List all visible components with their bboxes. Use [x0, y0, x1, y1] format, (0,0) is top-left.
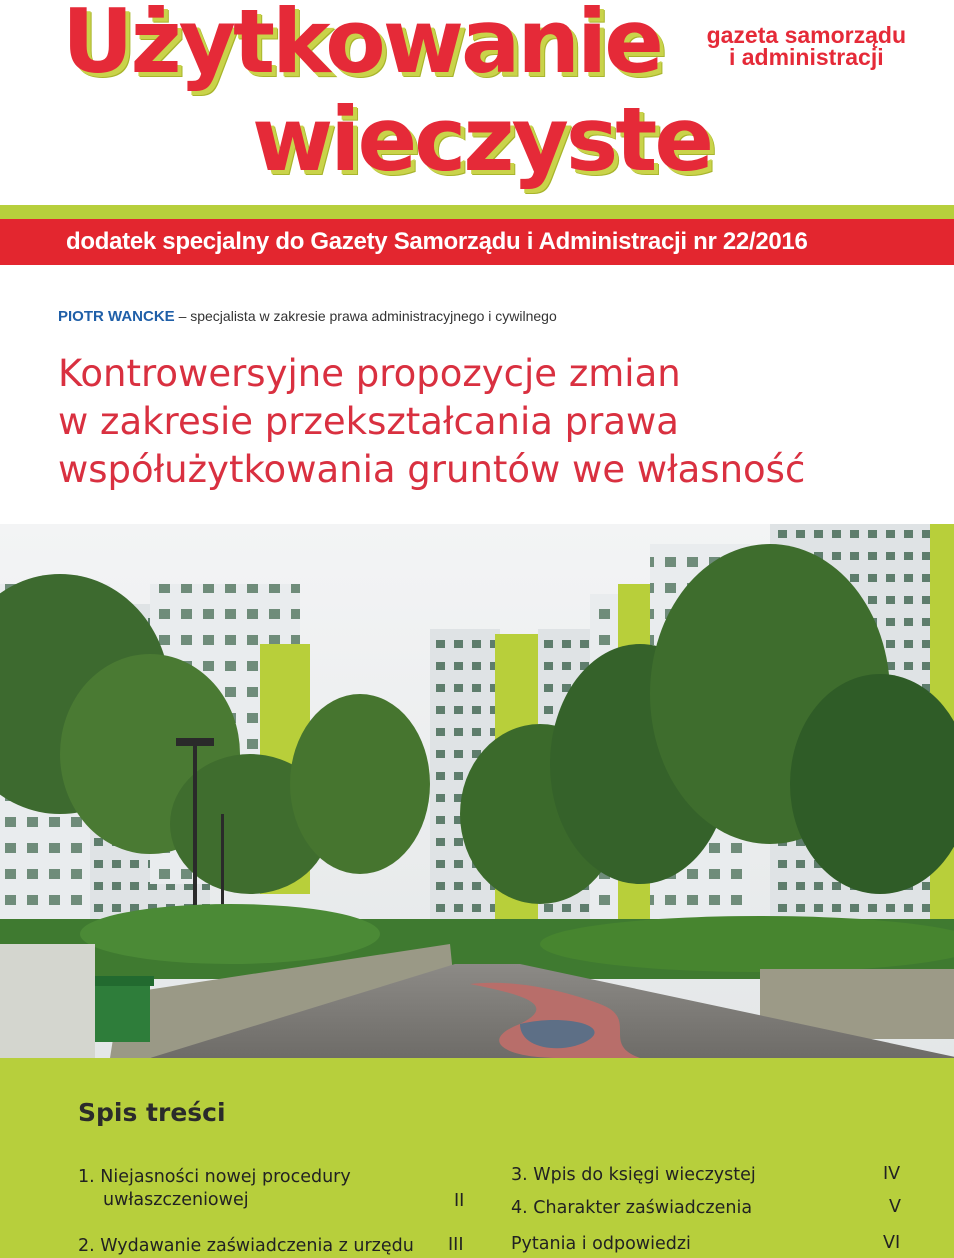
toc-item-label: Charakter zaświadczenia [533, 1198, 753, 1218]
toc-item-page: VI [883, 1233, 901, 1253]
toc-item-4[interactable] [511, 1197, 752, 1220]
toc-item-page: III [448, 1235, 464, 1255]
toc-item-3[interactable] [511, 1164, 756, 1187]
toc-heading: Spis treści [78, 1098, 226, 1127]
toc-item-number: 3. [511, 1165, 528, 1185]
toc-item-page: IV [883, 1164, 901, 1184]
toc-item-label: Pytania i odpowiedzi [511, 1234, 691, 1254]
toc-item-page: II [454, 1191, 465, 1211]
article-title-line3: współużytkowania gruntów we własność [58, 448, 806, 491]
toc-item-1[interactable] [78, 1166, 351, 1212]
housing-estate-photo [0, 524, 954, 1058]
masthead-title-line1: Użytkowanie [62, 0, 661, 93]
byline [58, 308, 557, 325]
toc-item-5[interactable] [511, 1233, 691, 1256]
article-title-line2: w zakresie przekształcania prawa [58, 400, 679, 443]
toc-item-page: V [889, 1197, 901, 1217]
toc-item-label: Wpis do księgi wieczystej [533, 1165, 756, 1185]
brand-line1: gazeta samorządu [706, 22, 906, 48]
supplement-banner-text: dodatek specjalny do Gazety Samorządu i Administracji nr 22/2016 [66, 228, 808, 255]
green-divider [0, 205, 954, 219]
brand-line2: i administracji [728, 44, 884, 70]
supplement-banner [0, 219, 954, 265]
article-title-line1: Kontrowersyjne propozycje zmian [58, 352, 681, 395]
publication-brand [707, 24, 906, 68]
masthead-title-line2: wieczyste [252, 88, 712, 191]
article-title [58, 350, 938, 494]
table-of-contents [0, 1058, 954, 1258]
toc-item-number: 1. [78, 1167, 95, 1187]
toc-item-2[interactable] [78, 1235, 414, 1258]
toc-item-label: Wydawanie zaświadczenia z urzędu [100, 1236, 414, 1256]
toc-item-label-continued: uwłaszczeniowej [103, 1190, 249, 1210]
toc-item-label: Niejasności nowej procedury [100, 1167, 351, 1187]
author-name: PIOTR WANCKE [58, 308, 175, 325]
toc-item-number: 4. [511, 1198, 528, 1218]
toc-item-number: 2. [78, 1236, 95, 1256]
author-role: – specjalista w zakresie prawa administracyjnego i cywilnego [178, 308, 557, 324]
